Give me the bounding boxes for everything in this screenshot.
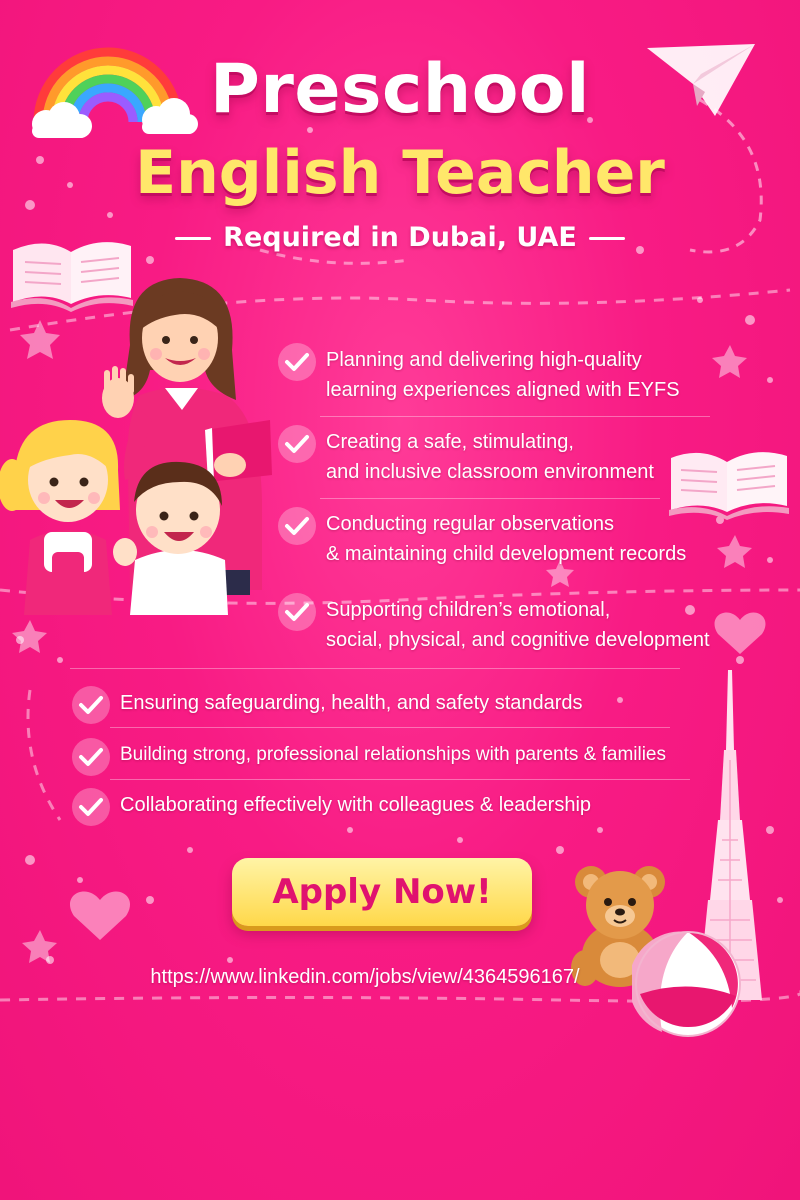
list-item [72, 688, 583, 724]
divider [110, 727, 670, 728]
divider [320, 498, 660, 499]
list-item [278, 345, 680, 405]
divider [320, 416, 710, 417]
divider [70, 668, 680, 669]
list-item-text: Conducting regular observations & maintaining child development records [326, 513, 687, 565]
list-item-text: Building strong, professional relationships with parents & families [120, 744, 666, 765]
list-item-text: Creating a safe, stimulating, and inclusive classroom environment [326, 431, 654, 483]
list-item-text: Planning and delivering high-quality learning experiences aligned with EYFS [326, 349, 680, 401]
list-item-text: Collaborating effectively with colleagues & leadership [120, 794, 592, 816]
list-item [278, 427, 654, 487]
list-item [278, 595, 710, 655]
check-icon [278, 343, 316, 381]
check-icon [72, 788, 110, 826]
subtitle-text: Required in Dubai, UAE [223, 222, 577, 253]
list-item-text: Supporting children’s emotional, social, physical, and cognitive development [326, 599, 710, 651]
check-icon [72, 686, 110, 724]
apply-now-button[interactable]: Apply Now! [232, 858, 532, 926]
title-line2: English Teacher [135, 138, 665, 208]
check-icon [278, 507, 316, 545]
job-link[interactable]: https://www.linkedin.com/jobs/view/4364596167/ [150, 966, 580, 988]
check-icon [278, 425, 316, 463]
list-item [278, 509, 686, 569]
list-item [72, 790, 591, 826]
list-item-text: Ensuring safeguarding, health, and safety standards [120, 692, 583, 714]
list-item [72, 740, 666, 776]
divider [110, 779, 690, 780]
check-icon [278, 593, 316, 631]
check-icon [72, 738, 110, 776]
title-line1: Preschool [210, 50, 590, 129]
